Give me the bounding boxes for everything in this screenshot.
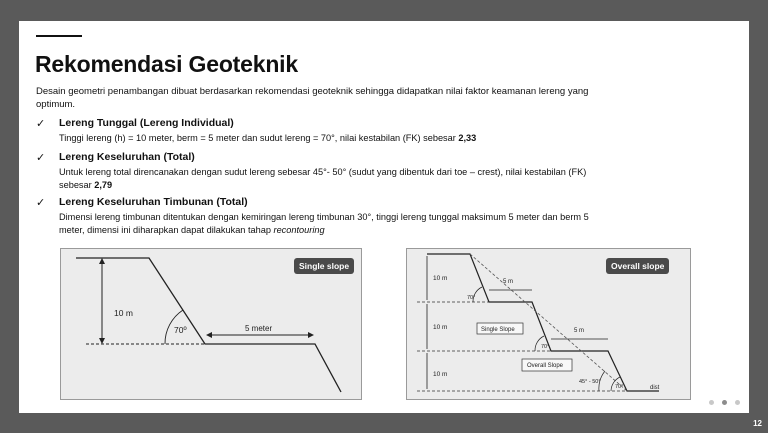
single-slope-figure [60, 248, 362, 400]
arrow-head-right [308, 332, 314, 338]
arrow-head-left [206, 332, 212, 338]
item-heading: Lereng Tunggal (Lereng Individual) [59, 117, 234, 129]
berm-label: 5 meter [245, 324, 273, 333]
angle-label-2: 70° [541, 344, 550, 350]
slope-profile [76, 258, 341, 392]
item-body: Untuk lereng total direncanakan dengan sudut lereng sebesar 45°- 50° (sudut yang dibentuk dari toe – crest), nilai kestabilan (FK) sebesar 2,79 [59, 167, 587, 190]
intro-text: Desain geometri penambangan dibuat berdasarkan rekomendasi geoteknik sehingga didapatkan nilai faktor keamanan lereng yang optimum. [36, 86, 589, 110]
height-label-3: 10 m [433, 371, 448, 378]
height-label-2: 10 m [433, 324, 448, 331]
overall-slope-box-label: Overall Slope [527, 363, 564, 369]
height-label: 10 m [114, 308, 133, 318]
dist-label: dist [650, 385, 660, 391]
angle-label: 70º [174, 325, 187, 335]
height-label-1: 10 m [433, 275, 448, 282]
single-slope-badge: Single slope [294, 258, 354, 274]
single-slope-box-label: Single Slope [481, 327, 515, 333]
fk-value: 2,79 [94, 180, 113, 190]
item-heading: Lereng Keseluruhan (Total) [59, 151, 195, 163]
berm-label-1: 5 m [503, 279, 514, 285]
arrow-head-down [99, 338, 105, 344]
item-body: Dimensi lereng timbunan ditentukan dengan kemiringan lereng timbunan 30°, tinggi lereng tunggal maksimum 5 meter dan berm 5 meter, dimensi ini diharapkan dapat dilakukan tahap recontouring [59, 212, 589, 235]
checkmark-icon: ✓ [36, 118, 46, 130]
angle-label-1: 70° [467, 295, 476, 301]
overall-slope-badge: Overall slope [606, 258, 669, 274]
item-body: Tinggi lereng (h) = 10 meter, berm = 5 meter dan sudut lereng = 70°, nilai kestabilan (FK) sebesar 2,33 [59, 133, 477, 143]
recontouring-term: recontouring [273, 225, 325, 235]
checkmark-icon: ✓ [36, 152, 46, 164]
berm-label-2: 5 m [574, 328, 585, 334]
checkmark-icon: ✓ [36, 197, 46, 209]
page-number: 12 [753, 419, 762, 428]
overall-angle-label: 45° - 50° [579, 379, 601, 385]
page-dot[interactable] [735, 400, 740, 405]
fk-value: 2,33 [458, 133, 477, 143]
angle-label-3: 70° [615, 384, 624, 390]
arrow-head-up [99, 258, 105, 264]
slide [19, 21, 749, 413]
slide-title: Rekomendasi Geoteknik [35, 51, 298, 77]
title-accent-rule [36, 35, 82, 37]
page-dot[interactable] [709, 400, 714, 405]
item-heading: Lereng Keseluruhan Timbunan (Total) [59, 196, 248, 208]
page-dot-active[interactable] [722, 400, 727, 405]
overall-slope-figure [406, 248, 691, 400]
